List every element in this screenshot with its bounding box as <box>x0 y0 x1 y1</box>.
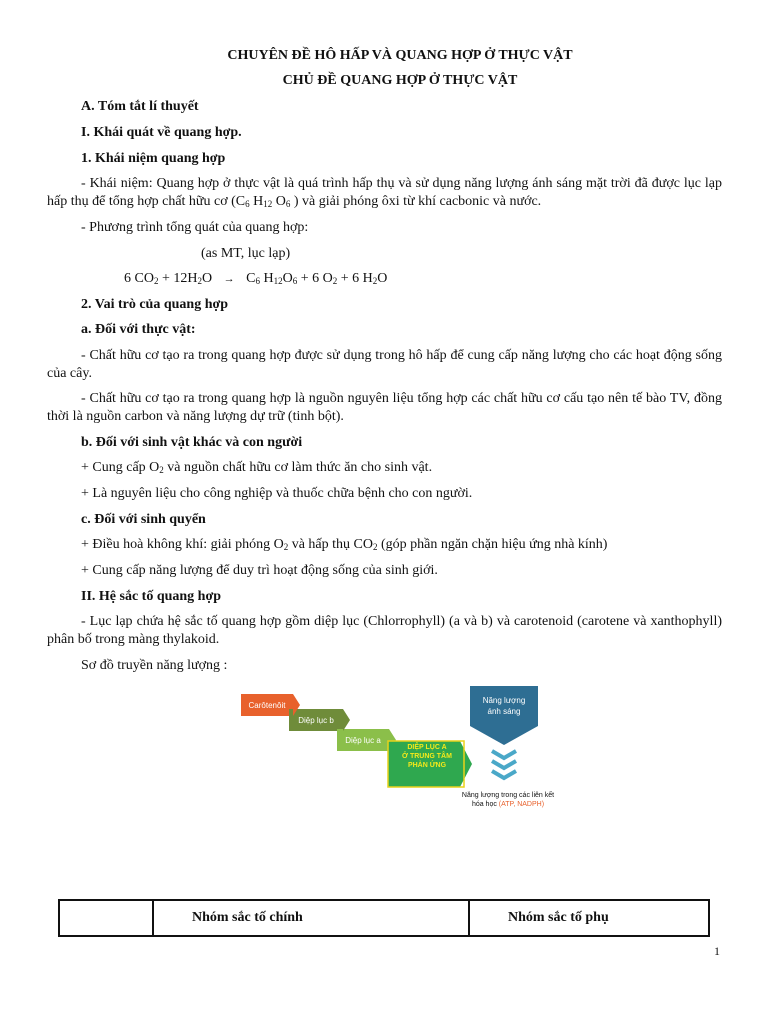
section-heading-2b: b. Đối với sinh vật khác và con người <box>81 435 303 450</box>
section-heading-2a: a. Đối với thực vật: <box>81 322 196 337</box>
section-heading-i: I. Khái quát về quang hợp. <box>81 125 242 140</box>
table-header-main-pigments: Nhóm sắc tố chính <box>153 900 469 936</box>
section-heading-a: A. Tóm tắt lí thuyết <box>81 99 199 114</box>
chemical-energy-label: Năng lượng trong các liên kết hóa học (ATP, NADPH) <box>461 792 555 808</box>
concept-paragraph: - Khái niệm: Quang hợp ở thực vật là quá trình hấp thụ và sử dụng năng lượng ánh sáng mặt trời đã được lục lạp hấp thụ để tổng hợp chất hữu cơ ($C_6$ $H_{12}$ $O_6$ ) và giải phóng ôxi từ khí cacbonic và nước. <box>47 176 722 209</box>
equation-intro: - Phương trình tổng quát của quang hợp: <box>81 220 309 235</box>
energy-transfer-diagram <box>238 683 578 815</box>
carotenoid-arrow-tip <box>293 694 300 716</box>
section-heading-ii: II. Hệ sắc tố quang hợp <box>81 589 222 604</box>
role-biosphere-2: + Cung cấp năng lượng để duy trì hoạt động sống của sinh giới. <box>81 563 438 578</box>
role-biosphere-1: + Điều hoà không khí: giải phóng $O_2$ và hấp thụ $CO_2$ (góp phần ngăn chặn hiệu ứng nhà kính) <box>81 537 608 552</box>
step-carotenoid: Carôtenôit <box>241 694 293 716</box>
table-header-accessory-pigments: Nhóm sắc tố phụ <box>469 900 709 936</box>
light-energy-label: Năng lượng ánh sáng <box>482 696 526 716</box>
page-number: 1 <box>714 944 720 958</box>
photosynthesis-equation: 6 $CO_2 + 12H_2O \to C_6$ $H_{12}O_6 + 6$ $O_2 + 6$ $H_2O$ <box>124 271 388 286</box>
chevron-icon <box>492 771 516 778</box>
step-chlorophyll-b: Diệp lục b <box>289 709 343 731</box>
diagram-intro: Sơ đồ truyền năng lượng : <box>81 658 228 673</box>
section-heading-2c: c. Đối với sinh quyển <box>81 512 206 527</box>
document-subtitle: CHỦ ĐỀ QUANG HỢP Ở THỰC VẬT <box>282 73 518 88</box>
reaction-center-label: DIỆP LỤC A Ở TRUNG TÂM PHẢN ỨNG <box>402 744 452 769</box>
role-organism-1: + Cung cấp $O_2$ và nguồn chất hữu cơ làm thức ăn cho sinh vật. <box>81 460 433 475</box>
document-title: CHUYÊN ĐỀ HÔ HẤP VÀ QUANG HỢP Ở THỰC VẬT <box>227 48 573 63</box>
pigment-paragraph: - Lục lạp chứa hệ sắc tố quang hợp gồm diệp lục (Chlorrophyll) (a và b) và carotenoid (carotene và xanthophyll) phân bố trong màng thylakoid. <box>47 614 722 647</box>
chlorophyll-b-arrow-tip <box>343 709 350 731</box>
pigment-table <box>58 899 710 937</box>
role-organism-2: + Là nguyên liệu cho công nghiệp và thuốc chữa bệnh cho con người. <box>81 486 473 501</box>
light-energy-arrow <box>470 726 538 745</box>
chevron-icon <box>492 761 516 768</box>
equation-condition: (as MT, lục lạp) <box>201 246 291 261</box>
reaction-arrow: → <box>223 273 235 285</box>
table-row <box>59 900 709 936</box>
step-chlorophyll-a: Diệp lục a <box>337 729 389 751</box>
section-heading-2: 2. Vai trò của quang hợp <box>81 297 229 312</box>
chevron-icon <box>492 751 516 758</box>
atp-nadph-highlight: (ATP, NADPH) <box>498 801 545 808</box>
role-plant-1: - Chất hữu cơ tạo ra trong quang hợp được sử dụng trong hô hấp để cung cấp năng lượng cho các hoạt động sống của cây. <box>47 348 722 381</box>
role-plant-2: - Chất hữu cơ tạo ra trong quang hợp là nguồn nguyên liệu tổng hợp các chất hữu cơ cấu tạo nên tế bào TV, đồng thời là nguồn carbon và năng lượng dự trữ (tinh bột). <box>47 391 722 424</box>
section-heading-1: 1. Khái niệm quang hợp <box>81 151 226 166</box>
table-cell-empty <box>59 900 153 936</box>
